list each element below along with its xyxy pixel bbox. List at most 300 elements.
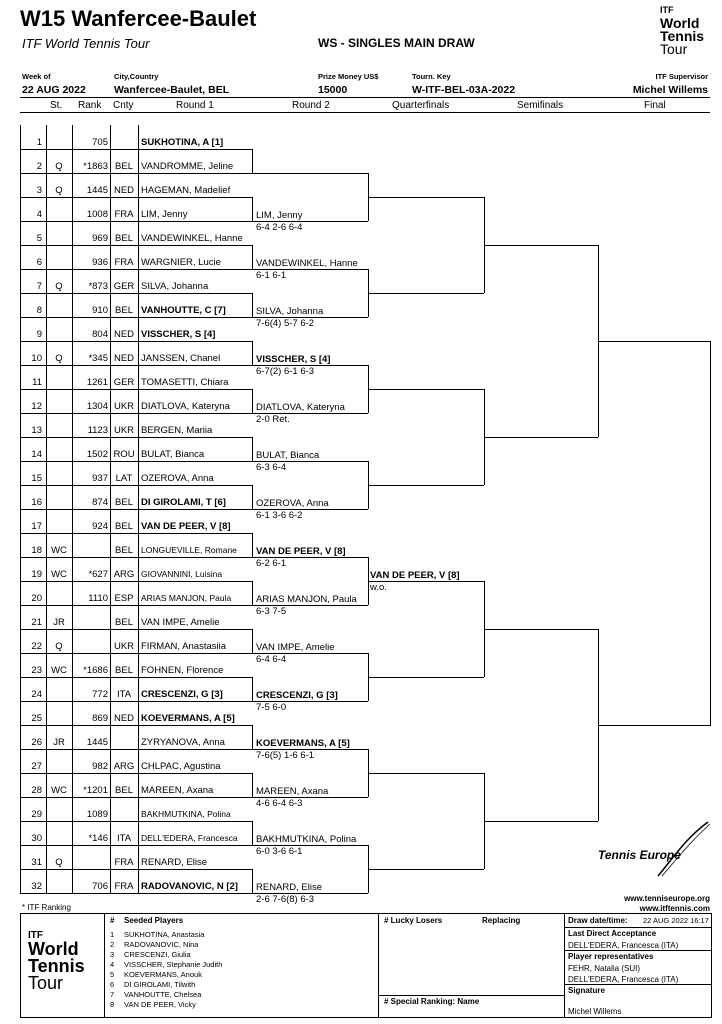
player-country: FRA xyxy=(114,257,134,268)
player-number: 15 xyxy=(31,473,42,484)
player-name[interactable]: VANDEWINKEL, Hanne xyxy=(141,233,243,244)
player-country: BEL xyxy=(115,665,133,676)
player-name[interactable]: VISSCHER, S [4] xyxy=(141,329,216,340)
player-row-line xyxy=(20,149,252,150)
final-line xyxy=(598,725,711,726)
player-country: GER xyxy=(113,377,135,388)
bracket-connector xyxy=(252,389,253,413)
round2-score: 6-1 6-1 xyxy=(256,270,287,281)
player-row-line xyxy=(20,533,252,534)
seed-player: KOEVERMANS, Anouk xyxy=(124,970,202,979)
player-rank: 1445 xyxy=(86,737,108,748)
player-name[interactable]: KOEVERMANS, A [5] xyxy=(141,713,235,724)
player-country: BEL xyxy=(115,617,133,628)
player-row-line xyxy=(20,557,252,558)
player-name[interactable]: RENARD, Elise xyxy=(141,857,207,868)
player-name[interactable]: CHLPAC, Agustina xyxy=(141,761,221,772)
player-status: Q xyxy=(55,281,63,292)
player-country: NED xyxy=(113,329,135,340)
round2-winner[interactable]: DIATLOVA, Kateryna xyxy=(256,402,345,413)
player-rank: 706 xyxy=(92,881,108,892)
player-number: 3 xyxy=(36,185,42,196)
player-number: 27 xyxy=(31,761,42,772)
seed-player: VISSCHER, Stephanie Judith xyxy=(124,960,223,969)
itf-logo-itf: ITF xyxy=(660,5,674,15)
seed-number: 3 xyxy=(110,950,115,959)
final-line xyxy=(598,341,711,342)
itf-logo-line2: Tennis xyxy=(660,28,705,44)
round2-score: 6-7(2) 6-1 6-3 xyxy=(256,366,315,377)
player-country: UKR xyxy=(113,425,135,436)
player-rank: *873 xyxy=(88,281,108,292)
city-label: City,Country xyxy=(114,72,159,81)
player-rank: 924 xyxy=(92,521,108,532)
seed-number: 8 xyxy=(110,1000,115,1009)
qf-line xyxy=(368,389,484,390)
player-status: Q xyxy=(55,353,63,364)
reps-label: Player representatives xyxy=(568,952,654,961)
itf-logo-bottom xyxy=(28,930,85,992)
player-row-line xyxy=(20,845,252,846)
qf-line xyxy=(368,197,484,198)
player-number: 4 xyxy=(36,209,42,220)
player-country: LAT xyxy=(115,473,133,484)
col-rank: Rank xyxy=(78,100,102,111)
player-rank: 910 xyxy=(92,305,108,316)
city-value: Wanfercee-Baulet, BEL xyxy=(114,84,230,96)
player-name[interactable]: LIM, Jenny xyxy=(141,209,188,220)
qf-winner[interactable]: VAN DE PEER, V [8] xyxy=(370,570,460,581)
round2-line xyxy=(252,173,368,174)
footer-divider-2 xyxy=(378,913,379,1018)
player-number: 11 xyxy=(32,377,42,388)
player-country: ARG xyxy=(113,761,135,772)
player-row-line xyxy=(20,221,252,222)
round2-winner[interactable]: VAN IMPE, Amelie xyxy=(256,642,335,653)
player-name[interactable]: VANHOUTTE, C [7] xyxy=(141,305,226,316)
bracket-connector xyxy=(252,149,253,173)
player-name[interactable]: VAN IMPE, Amelie xyxy=(141,617,220,628)
round2-score: 4-6 6-4 6-3 xyxy=(256,798,303,809)
player-country: FRA xyxy=(114,209,134,220)
player-rank: 1089 xyxy=(86,809,108,820)
player-name[interactable]: HAGEMAN, Madelief xyxy=(141,185,231,196)
round2-winner[interactable]: BULAT, Bianca xyxy=(256,450,320,461)
player-row-line xyxy=(20,293,252,294)
footer-rule-c xyxy=(564,984,712,985)
replacing-label: Replacing xyxy=(482,916,521,925)
player-status: JR xyxy=(53,737,65,748)
seed-number: 2 xyxy=(110,940,115,949)
player-country: FRA xyxy=(114,857,134,868)
player-number: 10 xyxy=(31,353,42,364)
player-number: 5 xyxy=(36,233,42,244)
key-value: W-ITF-BEL-03A-2022 xyxy=(412,84,516,96)
round2-score: 6-0 3-6 6-1 xyxy=(256,846,303,857)
player-name[interactable]: DI GIROLAMI, T [6] xyxy=(141,497,226,508)
seed-player: VANHOUTTE, Chelsea xyxy=(124,990,202,999)
player-row-line xyxy=(20,581,252,582)
rep-1: FEHR, Natalia (SUI) xyxy=(568,964,641,973)
footer-rule-b xyxy=(564,950,712,951)
player-country: ITA xyxy=(116,689,132,700)
round2-score: 6-3 6-4 xyxy=(256,462,287,473)
player-name[interactable]: FOHNEN, Florence xyxy=(141,665,224,676)
player-name[interactable]: JANSSEN, Chanel xyxy=(141,353,221,364)
player-row-line xyxy=(20,869,252,870)
player-name[interactable]: FIRMAN, Anastasiia xyxy=(141,641,226,652)
col-final: Final xyxy=(644,100,666,111)
player-country: ROU xyxy=(113,449,135,460)
bracket-connector xyxy=(252,341,253,365)
header-rule xyxy=(20,97,710,98)
bracket-connector xyxy=(252,773,253,797)
itf-logo xyxy=(660,4,716,56)
draw-name: WS - SINGLES MAIN DRAW xyxy=(318,36,475,50)
qf-line xyxy=(368,293,484,294)
footer-divider-3 xyxy=(564,913,565,1018)
player-rank: 936 xyxy=(92,257,108,268)
player-name[interactable]: BAKHMUTKINA, Polina xyxy=(141,809,231,819)
player-rank: 1008 xyxy=(86,209,108,220)
player-country: BEL xyxy=(115,233,133,244)
round2-winner[interactable]: KOEVERMANS, A [5] xyxy=(256,738,350,749)
url-itftennis: www.itftennis.com xyxy=(639,904,710,913)
round2-score: 7-6(5) 1-6 6-1 xyxy=(256,750,315,761)
bracket-connector xyxy=(252,725,253,749)
itf-ranking-note: * ITF Ranking xyxy=(22,903,71,912)
col-round1: Round 1 xyxy=(176,100,214,111)
player-number: 8 xyxy=(36,305,42,316)
player-country: BEL xyxy=(115,785,133,796)
supervisor-value: Michel Willems xyxy=(632,84,708,96)
round2-score: 6-4 2-6 6-4 xyxy=(256,222,303,233)
player-name[interactable]: VAN DE PEER, V [8] xyxy=(141,521,231,532)
player-country: ARG xyxy=(113,569,135,580)
player-country: GER xyxy=(113,281,135,292)
round2-winner[interactable]: ARIAS MANJON, Paula xyxy=(256,594,357,605)
bracket-connector xyxy=(710,341,711,725)
player-number: 26 xyxy=(31,737,42,748)
round2-winner[interactable]: VISSCHER, S [4] xyxy=(256,354,331,365)
tennis-europe-swoosh-icon xyxy=(648,818,712,882)
player-country: NED xyxy=(113,353,135,364)
player-number: 25 xyxy=(31,713,42,724)
player-row-line xyxy=(20,797,252,798)
seed-number: 5 xyxy=(110,970,115,979)
bracket-connector xyxy=(252,293,253,317)
bracket-connector xyxy=(252,629,253,653)
player-row-line xyxy=(20,317,252,318)
round2-score: 6-4 6-4 xyxy=(256,654,287,665)
col-qf: Quarterfinals xyxy=(392,100,450,111)
lucky-losers-label: # Lucky Losers xyxy=(384,916,443,925)
player-row-line xyxy=(20,485,252,486)
sf-line xyxy=(484,821,598,822)
player-status: Q xyxy=(55,185,63,196)
week-label: Week of xyxy=(22,72,51,81)
round2-winner[interactable]: VANDEWINKEL, Hanne xyxy=(256,258,358,269)
player-number: 23 xyxy=(31,665,42,676)
player-country: BEL xyxy=(115,305,133,316)
seed-number: 4 xyxy=(110,960,115,969)
player-rank: *1686 xyxy=(83,665,108,676)
player-name[interactable]: BULAT, Bianca xyxy=(141,449,205,460)
player-row-line xyxy=(20,461,252,462)
round2-winner[interactable]: LIM, Jenny xyxy=(256,210,303,221)
player-number: 16 xyxy=(31,497,42,508)
player-country: BEL xyxy=(115,497,133,508)
player-number: 17 xyxy=(31,521,42,532)
player-number: 2 xyxy=(36,161,42,172)
player-row-line xyxy=(20,245,252,246)
footer-divider-1 xyxy=(104,913,105,1018)
itf-logo-bottom-itf: ITF xyxy=(28,930,43,941)
player-row-line xyxy=(20,653,252,654)
player-rank: *146 xyxy=(88,833,108,844)
bracket-connector xyxy=(252,437,253,461)
player-name[interactable]: DELL'EDERA, Francesca xyxy=(141,833,238,843)
player-rank: *627 xyxy=(88,569,108,580)
seed-player: DI GIROLAMI, Tilwith xyxy=(124,980,196,989)
player-rank: 1502 xyxy=(86,449,108,460)
player-name[interactable]: DIATLOVA, Kateryna xyxy=(141,401,230,412)
round2-score: 2-0 Ret. xyxy=(256,414,290,425)
round2-winner[interactable]: OZEROVA, Anna xyxy=(256,498,329,509)
player-name[interactable]: OZEROVA, Anna xyxy=(141,473,214,484)
round2-winner[interactable]: BAKHMUTKINA, Polina xyxy=(256,834,357,845)
player-country: BEL xyxy=(115,521,133,532)
player-country: ITA xyxy=(116,833,132,844)
bracket-connector xyxy=(252,581,253,605)
special-ranking-label: # Special Ranking: Name xyxy=(384,997,480,1006)
player-status: WC xyxy=(51,785,67,796)
player-rank: *1863 xyxy=(83,161,108,172)
bracket-connector xyxy=(252,533,253,557)
player-number: 18 xyxy=(31,545,42,556)
supervisor-label: ITF Supervisor xyxy=(655,72,708,81)
player-number: 12 xyxy=(31,401,42,412)
player-country: NED xyxy=(113,713,135,724)
player-rank: 937 xyxy=(92,473,108,484)
player-row-line xyxy=(20,173,252,174)
player-name[interactable]: RADOVANOVIC, N [2] xyxy=(141,881,238,892)
prize-label: Prize Money US$ xyxy=(318,72,379,81)
player-row-line xyxy=(20,389,252,390)
bracket-connector xyxy=(252,485,253,509)
player-name[interactable]: BERGEN, Mariia xyxy=(141,425,213,436)
player-status: Q xyxy=(55,857,63,868)
qf-line xyxy=(368,677,484,678)
seed-number: 1 xyxy=(110,930,115,939)
rep-2: DELL'EDERA, Francesca (ITA) xyxy=(568,975,679,984)
player-rank: 1261 xyxy=(86,377,108,388)
footer-rule-a xyxy=(564,927,712,928)
seed-player: CRESCENZI, Giulia xyxy=(124,950,191,959)
bracket-connector xyxy=(252,245,253,269)
itf-logo-bottom-2: Tennis xyxy=(28,956,85,976)
footer-rule-sr xyxy=(378,995,564,996)
player-row-line xyxy=(20,629,252,630)
seed-number: 6 xyxy=(110,980,115,989)
player-name[interactable]: ARIAS MANJON, Paula xyxy=(141,593,232,603)
col-rule xyxy=(20,112,710,113)
seed-player: RADOVANOVIC, Nina xyxy=(124,940,199,949)
week-value: 22 AUG 2022 xyxy=(22,84,86,96)
player-row-line xyxy=(20,701,252,702)
player-row-line xyxy=(20,725,252,726)
player-number: 28 xyxy=(31,785,42,796)
key-label: Tourn. Key xyxy=(412,72,451,81)
signature-value: Michel Willems xyxy=(568,1007,622,1016)
player-rank: 772 xyxy=(92,689,108,700)
player-row-line xyxy=(20,749,252,750)
itf-logo-bottom-3: Tour xyxy=(28,973,64,993)
tour-subtitle: ITF World Tennis Tour xyxy=(22,36,150,51)
player-number: 22 xyxy=(31,641,42,652)
tennis-europe-logo: Tennis Europe xyxy=(598,848,681,862)
seed-player: SUKHOTINA, Anastasia xyxy=(124,930,205,939)
player-country: BEL xyxy=(115,545,133,556)
round2-score: 2-6 7-6(8) 6-3 xyxy=(256,894,315,905)
player-rank: 705 xyxy=(92,137,108,148)
itf-logo-bottom-1: World xyxy=(28,939,79,959)
round2-score: 6-1 3-6 6-2 xyxy=(256,510,303,521)
player-name[interactable]: WARGNIER, Lucie xyxy=(141,257,221,268)
sf-line xyxy=(484,629,598,630)
qf-line xyxy=(368,773,484,774)
round2-winner[interactable]: SILVA, Johanna xyxy=(256,306,324,317)
lda-label: Last Direct Acceptance xyxy=(568,929,657,938)
player-country: NED xyxy=(113,185,135,196)
player-name[interactable]: CRESCENZI, G [3] xyxy=(141,689,223,700)
player-number: 20 xyxy=(31,593,42,604)
player-row-line xyxy=(20,605,252,606)
player-number: 13 xyxy=(31,425,42,436)
player-row-line xyxy=(20,437,252,438)
col-sf: Semifinals xyxy=(517,100,564,111)
player-country: UKR xyxy=(113,401,135,412)
url-tenniseurope: www.tenniseurope.org xyxy=(624,894,710,903)
player-rank: 804 xyxy=(92,329,108,340)
player-number: 31 xyxy=(31,857,42,868)
seeded-hash: # xyxy=(110,916,115,925)
player-number: 7 xyxy=(36,281,42,292)
bracket-connector xyxy=(252,677,253,701)
round2-winner[interactable]: MAREEN, Axana xyxy=(256,786,329,797)
player-name[interactable]: VANDROMME, Jeline xyxy=(141,161,234,172)
player-number: 19 xyxy=(31,569,42,580)
seed-number: 7 xyxy=(110,990,115,999)
player-name[interactable]: LONGUEVILLE, Romane xyxy=(141,545,237,555)
round2-winner[interactable]: CRESCENZI, G [3] xyxy=(256,690,338,701)
bracket-connector xyxy=(252,869,253,893)
player-row-line xyxy=(20,773,252,774)
player-number: 32 xyxy=(31,881,42,892)
player-country: BEL xyxy=(115,161,133,172)
player-name[interactable]: TOMASETTI, Chiara xyxy=(141,377,229,388)
qf-score: w.o. xyxy=(370,582,387,593)
lda-value: DELL'EDERA, Francesca (ITA) xyxy=(568,941,679,950)
qf-line xyxy=(368,485,484,486)
player-rank: 1445 xyxy=(86,185,108,196)
player-number: 21 xyxy=(31,617,42,628)
round2-score: 7-5 6-0 xyxy=(256,702,287,713)
qf-line xyxy=(368,869,484,870)
player-number: 6 xyxy=(36,257,42,268)
col-st: St. xyxy=(50,100,63,111)
bracket-connector xyxy=(252,197,253,221)
player-status: Q xyxy=(55,641,63,652)
seed-player: VAN DE PEER, Vicky xyxy=(124,1000,196,1009)
sf-line xyxy=(484,245,598,246)
player-status: WC xyxy=(51,665,67,676)
player-country: ESP xyxy=(114,593,134,604)
player-status: WC xyxy=(51,545,67,556)
player-rank: *1201 xyxy=(83,785,108,796)
player-rank: 1304 xyxy=(86,401,108,412)
round2-score: 7-6(4) 5-7 6-2 xyxy=(256,318,315,329)
col-round2: Round 2 xyxy=(292,100,330,111)
player-row-line xyxy=(20,269,252,270)
prize-value: 15000 xyxy=(318,84,348,96)
player-name[interactable]: ZYRYANOVA, Anna xyxy=(141,737,225,748)
col-cnty: Cnty xyxy=(113,100,134,111)
player-number: 1 xyxy=(36,137,42,148)
round2-score: 6-2 6-1 xyxy=(256,558,287,569)
round2-winner[interactable]: VAN DE PEER, V [8] xyxy=(256,546,346,557)
player-number: 29 xyxy=(31,809,42,820)
player-row-line xyxy=(20,365,252,366)
player-rank: 1123 xyxy=(87,425,108,436)
player-status: WC xyxy=(51,569,67,580)
player-row-line xyxy=(20,413,252,414)
tournament-title: W15 Wanfercee-Baulet xyxy=(20,6,257,31)
signature-label: Signature xyxy=(568,986,605,995)
player-name[interactable]: SILVA, Johanna xyxy=(141,281,209,292)
player-country: UKR xyxy=(113,641,135,652)
player-number: 24 xyxy=(31,689,42,700)
round2-winner[interactable]: RENARD, Elise xyxy=(256,882,322,893)
player-name[interactable]: SUKHOTINA, A [1] xyxy=(141,137,224,148)
itf-logo-line3: Tour xyxy=(660,41,688,57)
player-number: 14 xyxy=(31,449,42,460)
player-number: 9 xyxy=(36,329,42,340)
round2-score: 6-3 7-5 xyxy=(256,606,287,617)
player-rank: 982 xyxy=(92,761,108,772)
player-status: Q xyxy=(55,161,63,172)
player-row-line xyxy=(20,341,252,342)
player-rank: 1110 xyxy=(88,593,108,604)
draw-date-label: Draw date/time: xyxy=(568,916,628,925)
player-rank: *345 xyxy=(88,353,108,364)
player-row-line xyxy=(20,677,252,678)
player-rank: 969 xyxy=(92,233,108,244)
player-row-line xyxy=(20,893,252,894)
player-rank: 874 xyxy=(92,497,108,508)
player-row-line xyxy=(20,821,252,822)
player-status: JR xyxy=(53,617,65,628)
player-country: FRA xyxy=(114,881,134,892)
player-rank: 869 xyxy=(92,713,108,724)
itf-logo-line1: World xyxy=(660,15,700,31)
draw-date-value: 22 AUG 2022 16:17 xyxy=(643,916,709,925)
player-row-line xyxy=(20,197,252,198)
player-name[interactable]: MAREEN, Axana xyxy=(141,785,214,796)
player-number: 30 xyxy=(31,833,42,844)
player-name[interactable]: GIOVANNINI, Luisina xyxy=(141,569,223,579)
sf-line xyxy=(484,437,598,438)
